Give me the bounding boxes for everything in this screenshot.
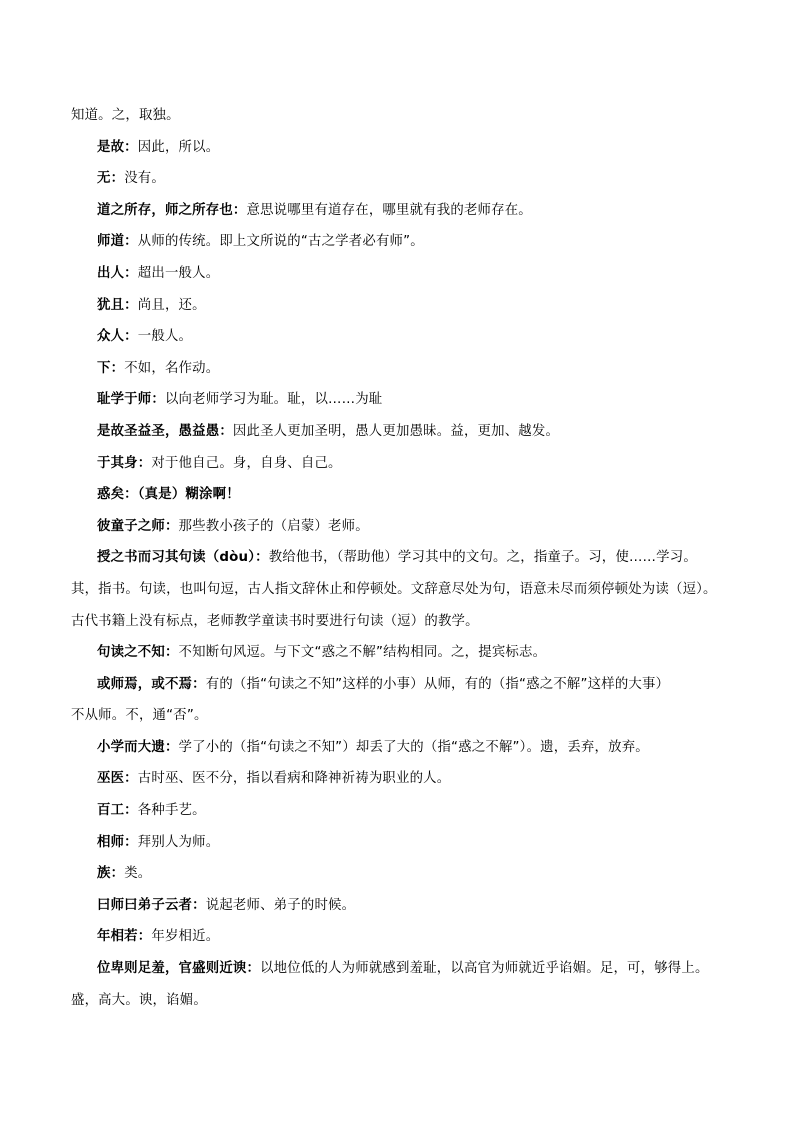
- annotation-line: [71, 985, 771, 1017]
- annotation-line: [71, 195, 771, 227]
- definition: 从师的传统。即上文所说的“古之学者必有师”。: [137, 234, 424, 250]
- annotation-line: [71, 416, 771, 448]
- definition: 超出一般人。: [137, 265, 220, 281]
- definition: 以地位低的人为师就感到羞耻，以高官为师就近乎谄媚。足，可，够得上。: [260, 961, 709, 977]
- definition: 古时巫、医不分，指以看病和降神祈祷为职业的人。: [137, 771, 451, 787]
- annotation-line: [71, 226, 771, 258]
- annotation-line: [71, 448, 771, 480]
- annotation-line: [71, 479, 771, 511]
- definition: 古代书籍上没有标点，老师教学童读书时要进行句读（逗）的教学。: [71, 613, 479, 629]
- definition: 拜别人为师。: [137, 834, 220, 850]
- annotation-line: [71, 163, 771, 195]
- term: 年相若：: [97, 929, 152, 945]
- definition: 其，指书。句读，也叫句逗，古人指文辞休止和停顿处。文辞意尽处为句，语意未尽而须停顿处为读（逗）。: [71, 581, 717, 597]
- definition: 没有。: [124, 171, 165, 187]
- definition: 对于他自己。身，自身、自己。: [151, 455, 342, 471]
- definition: 一般人。: [137, 329, 193, 345]
- term: 授之书而习其句读（dòu）：: [97, 550, 269, 566]
- term: 无：: [97, 171, 125, 187]
- annotation-line: [71, 921, 771, 953]
- annotation-line: [71, 290, 771, 322]
- definition: 尚且，还。: [137, 297, 206, 313]
- definition: 各种手艺。: [137, 803, 206, 819]
- annotation-line: [71, 700, 771, 732]
- annotation-line: [71, 890, 771, 922]
- term: 师道：: [97, 234, 138, 250]
- term: 耻学于师：: [97, 392, 165, 408]
- annotation-line: [71, 858, 771, 890]
- term: 彼童子之师：: [97, 518, 179, 534]
- term: 下：: [97, 360, 125, 376]
- term: 道之所存，师之所存也：: [97, 202, 247, 218]
- annotation-line: [71, 827, 771, 859]
- annotation-list: [71, 100, 771, 1016]
- definition: 类。: [124, 866, 152, 882]
- definition: 知道。之，取独。: [71, 108, 180, 123]
- term: 巫医：: [97, 771, 138, 787]
- annotation-line: [71, 953, 771, 985]
- term: 惑矣：（真是）糊涂啊！: [97, 487, 240, 503]
- definition: 不从师。不，通“否”。: [71, 708, 208, 724]
- term: 位卑则足羞，官盛则近谀：: [97, 961, 261, 977]
- definition: 那些教小孩子的（启蒙）老师。: [178, 518, 369, 534]
- term: 句读之不知：: [97, 645, 179, 661]
- annotation-line: [71, 637, 771, 669]
- term: 犹且：: [97, 297, 138, 313]
- definition: 年岁相近。: [151, 929, 220, 945]
- definition: 以向老师学习为耻。耻，以……为耻: [164, 392, 383, 408]
- term: 曰师曰弟子云者：: [97, 897, 206, 913]
- term: 族：: [97, 866, 125, 882]
- term: 出人：: [97, 265, 138, 281]
- definition: 意思说哪里有道存在，哪里就有我的老师存在。: [246, 202, 532, 218]
- term: 相师：: [97, 834, 138, 850]
- annotation-line: [71, 132, 771, 164]
- term: 小学而大遗：: [97, 739, 179, 755]
- annotation-line: [71, 732, 771, 764]
- definition: 教给他书，（帮助他）学习其中的文句。之，指童子。习，使……学习。: [268, 550, 697, 566]
- term: 或师焉，或不焉：: [97, 676, 206, 692]
- annotation-line: [71, 606, 771, 638]
- annotation-line: [71, 321, 771, 353]
- definition: 因此，所以。: [137, 139, 220, 155]
- annotation-line: [71, 669, 771, 701]
- definition: 学了小的（指“句读之不知”）却丢了大的（指“惑之不解”）。遗，丢弃，放弃。: [178, 739, 649, 755]
- definition: 因此圣人更加圣明，愚人更加愚昧。益，更加、越发。: [232, 423, 560, 439]
- term: 是故：: [97, 139, 138, 155]
- annotation-line: [71, 384, 771, 416]
- definition: 不知断句风逗。与下文“惑之不解”结构相同。之，提宾标志。: [178, 645, 547, 661]
- annotation-line: [71, 258, 771, 290]
- term: 于其身：: [97, 455, 152, 471]
- term: 百工：: [97, 803, 138, 819]
- annotation-line: [71, 795, 771, 827]
- annotation-line: [71, 574, 771, 606]
- annotation-line: [71, 763, 771, 795]
- annotation-line: [71, 100, 771, 132]
- definition: 说起老师、弟子的时候。: [205, 897, 356, 913]
- annotation-line: [71, 511, 771, 543]
- term: 众人：: [97, 329, 138, 345]
- definition: 有的（指“句读之不知”这样的小事）从师，有的（指“惑之不解”这样的大事）: [205, 676, 670, 692]
- definition: 盛，高大。谀，谄媚。: [71, 992, 207, 1008]
- annotation-line: [71, 353, 771, 385]
- term: 是故圣益圣，愚益愚：: [97, 423, 233, 439]
- definition: 不如，名作动。: [124, 360, 220, 376]
- annotation-line: [71, 542, 771, 574]
